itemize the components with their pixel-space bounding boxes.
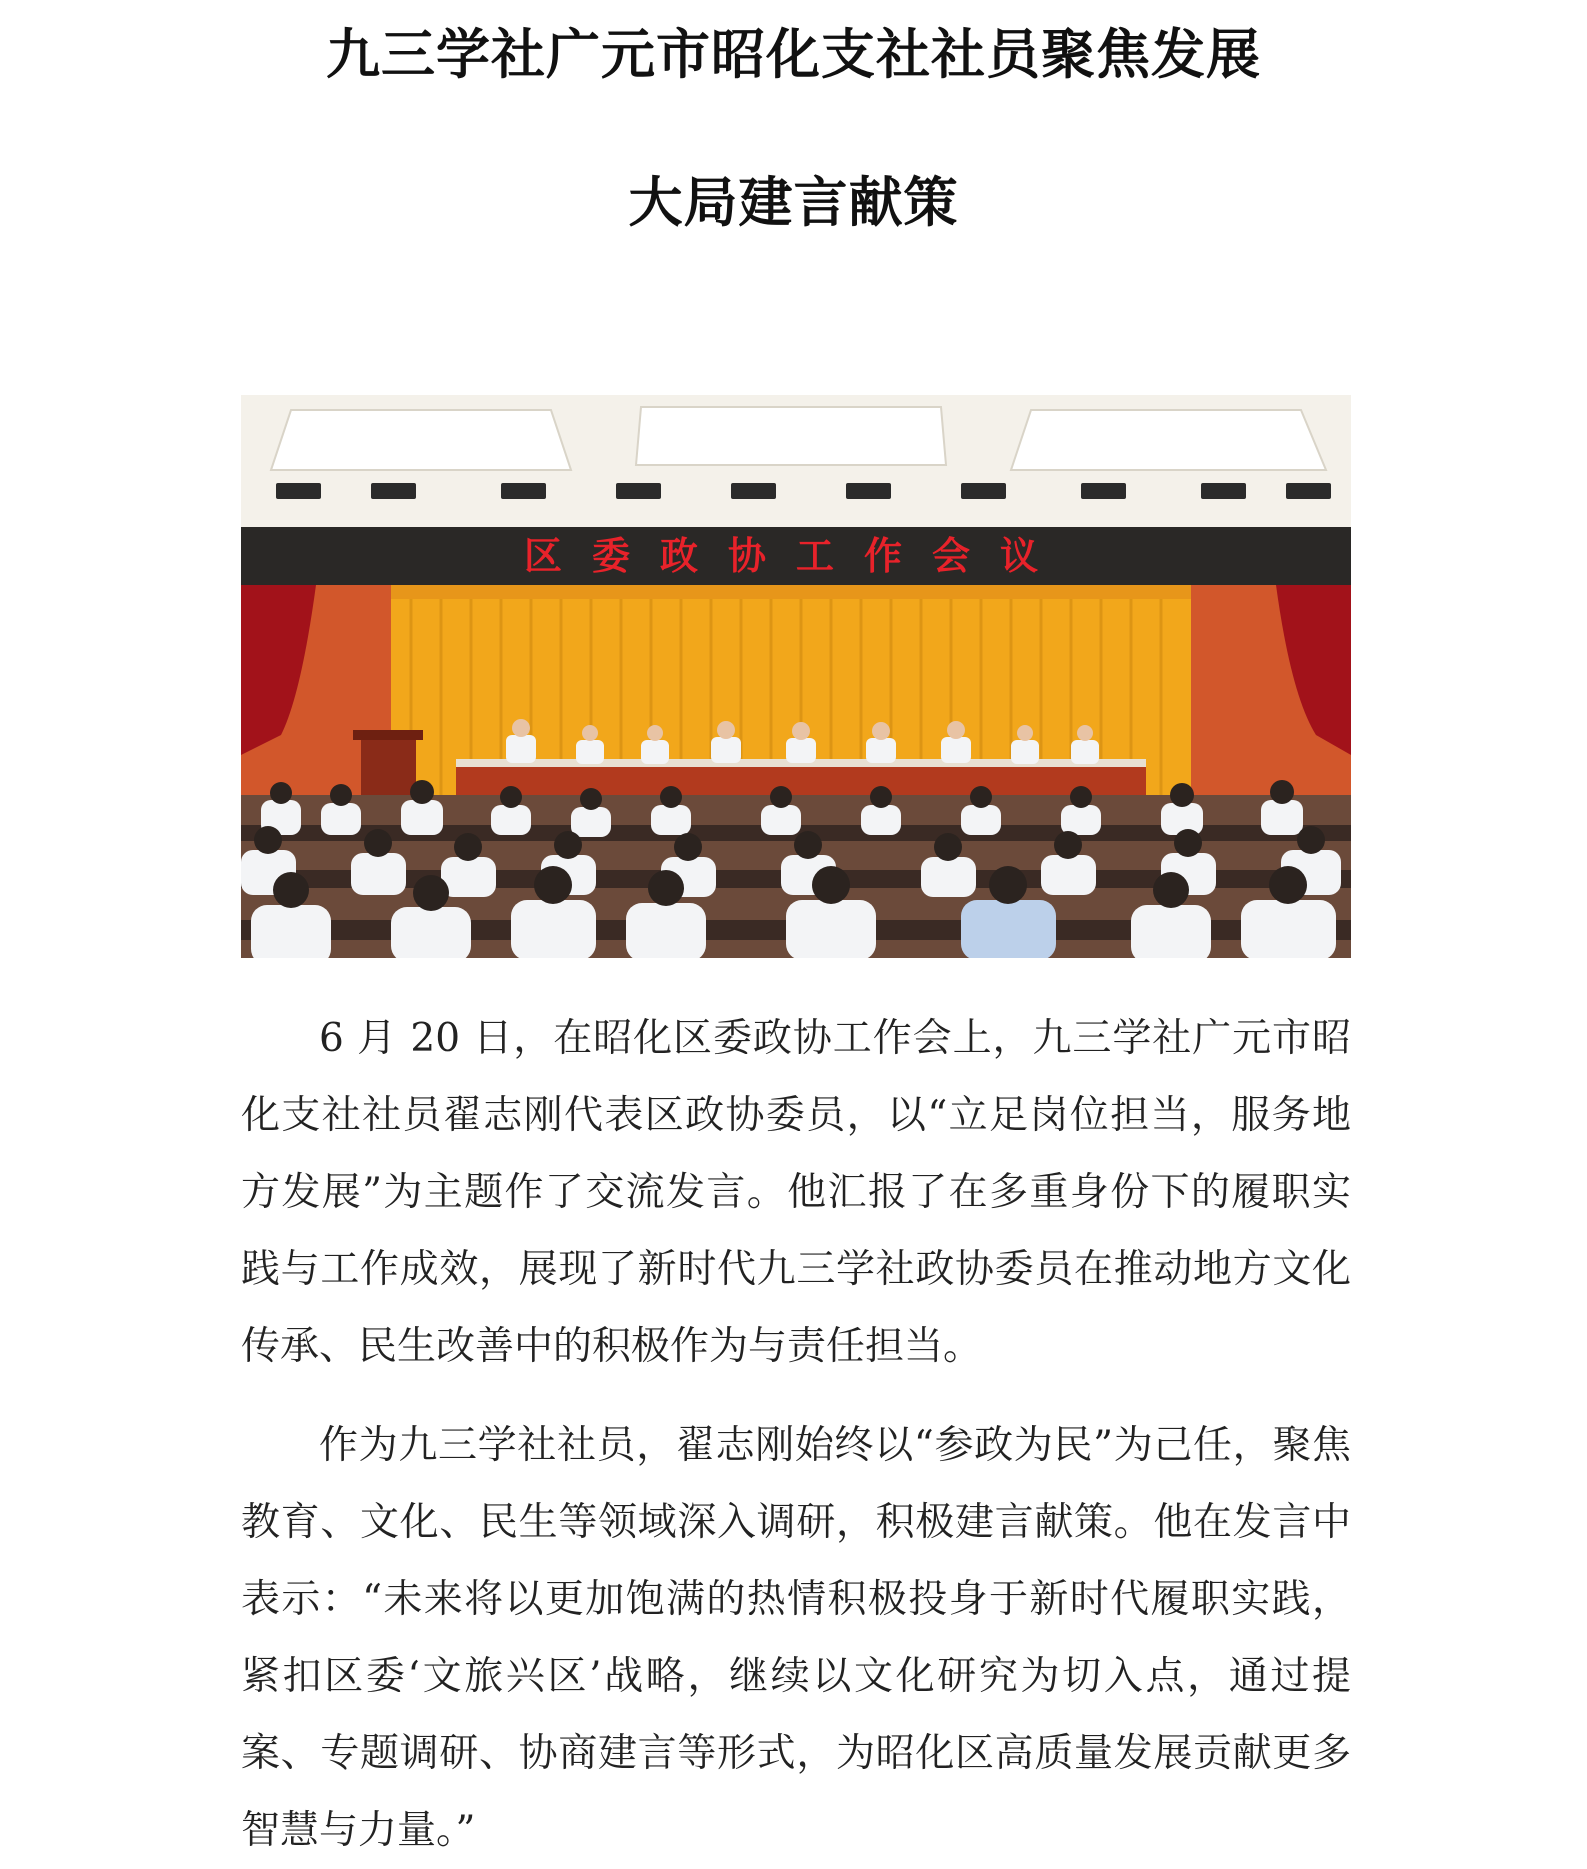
article-title-line-1: 九三学社广元市昭化支社社员聚焦发展 bbox=[326, 22, 1261, 86]
paragraph-2: 作为九三学社社员，翟志刚始终以“参政为民”为己任，聚焦教育、文化、民生等领域深入调研，积极建言献策。他在发言中表示：“未来将以更加饱满的热情积极投身于新时代履职实践，紧扣区委‘文旅兴区’战略，继续以文化研究为切入点，通过提案、专题调研、协商建言等形式，为昭化区高质量发展贡献更多智慧与力量。” bbox=[241, 1423, 1351, 1853]
banner-text: 区委政协工作会议 bbox=[523, 533, 1068, 578]
paragraph-1: 6 月 20 日，在昭化区委政协工作会上，九三学社广元市昭化支社社员翟志刚代表区政协委员，以“立足岗位担当，服务地方发展”为主题作了交流发言。他汇报了在多重身份下的履职实践与工作成效，展现了新时代九三学社政协委员在推动地方文化传承、民生改善中的积极作为与责任担当。 bbox=[241, 1016, 1351, 1369]
meeting-photo bbox=[241, 395, 1351, 958]
article-title-line-2: 大局建言献策 bbox=[628, 170, 959, 234]
